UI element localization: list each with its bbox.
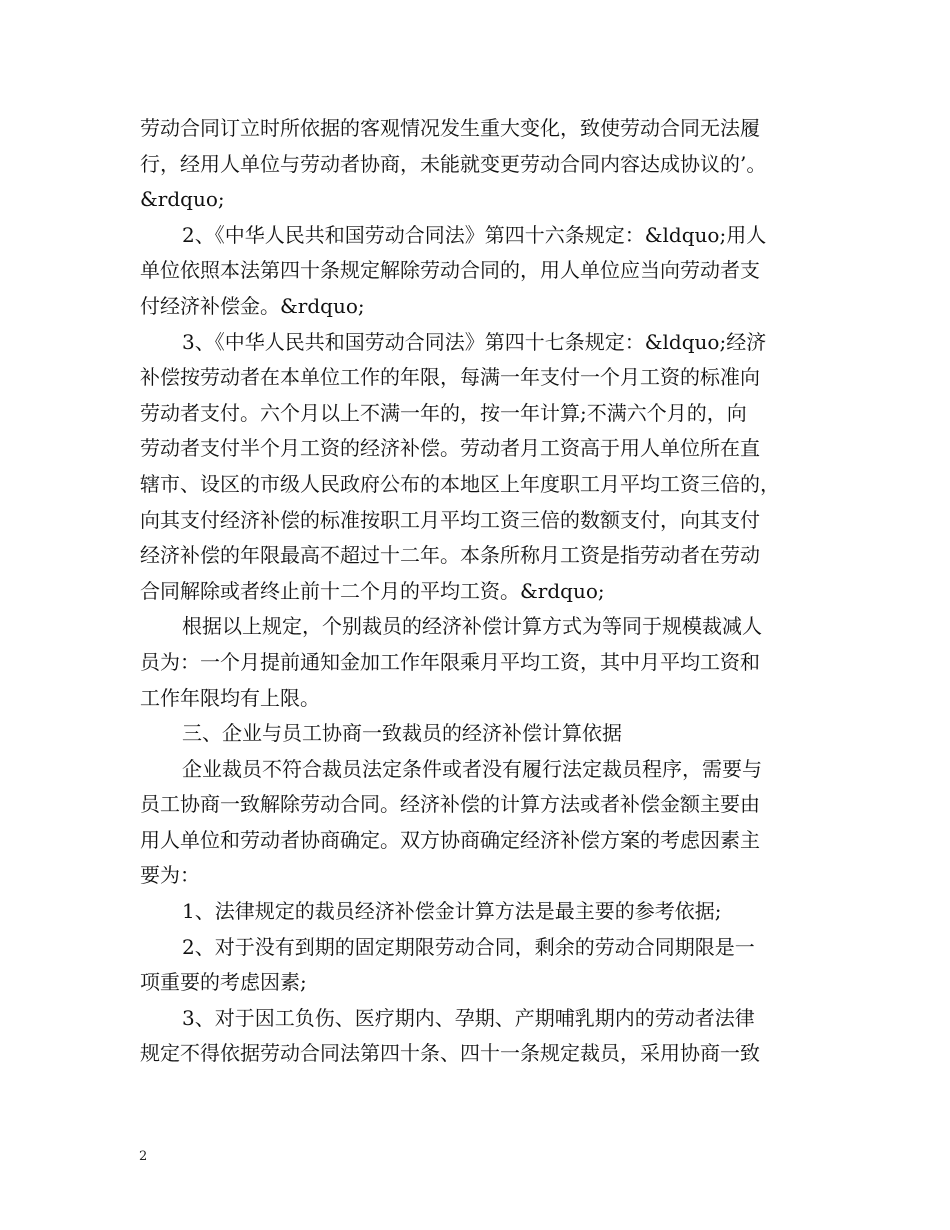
text-line: 向其支付经济补偿的标准按职工月平均工资三倍的数额支付，向其支付 — [140, 507, 760, 532]
text-line: 1、法律规定的裁员经济补偿金计算方法是最主要的参考依据; — [182, 899, 722, 924]
text-line: 企业裁员不符合裁员法定条件或者没有履行法定裁员程序，需要与 — [182, 756, 762, 781]
text-line: 根据以上规定，个别裁员的经济补偿计算方式为等同于规模裁减人 — [182, 614, 762, 639]
text-line: 劳动者支付半个月工资的经济补偿。劳动者月工资高于用人单位所在直 — [140, 436, 760, 461]
text-line: 合同解除或者终止前十二个月的平均工资。&rdquo; — [140, 578, 605, 603]
text-line: 3、对于因工负伤、医疗期内、孕期、产期哺乳期内的劳动者法律 — [182, 1005, 755, 1030]
page-number: 2 — [139, 1149, 148, 1164]
text-line: 劳动者支付。六个月以上不满一年的，按一年计算;不满六个月的，向 — [140, 400, 747, 425]
text-line: 要为： — [140, 863, 200, 888]
text-line: 辖市、设区的市级人民政府公布的本地区上年度职工月平均工资三倍的， — [140, 471, 780, 496]
section-heading: 三、企业与员工协商一致裁员的经济补偿计算依据 — [182, 721, 622, 746]
text-line: 经济补偿的年限最高不超过十二年。本条所称月工资是指劳动者在劳动 — [140, 543, 760, 568]
text-line: 员为：一个月提前通知金加工作年限乘月平均工资，其中月平均工资和 — [140, 649, 760, 674]
text-line: 补偿按劳动者在本单位工作的年限，每满一年支付一个月工资的标准向 — [140, 365, 760, 390]
text-line: 工作年限均有上限。 — [140, 685, 320, 710]
text-line: &rdquo; — [140, 187, 225, 212]
text-line: 2、《中华人民共和国劳动合同法》第四十六条规定：&ldquo;用人 — [182, 222, 767, 247]
text-line: 行，经用人单位与劳动者协商，未能就变更劳动合同内容达成协议的’。 — [140, 151, 767, 176]
text-line: 2、对于没有到期的固定期限劳动合同，剩余的劳动合同期限是一 — [182, 934, 755, 959]
text-line: 规定不得依据劳动合同法第四十条、四十一条规定裁员，采用协商一致 — [140, 1041, 760, 1066]
text-line: 用人单位和劳动者协商确定。双方协商确定经济补偿方案的考虑因素主 — [140, 827, 760, 852]
text-line: 单位依照本法第四十条规定解除劳动合同的，用人单位应当向劳动者支 — [140, 258, 760, 283]
text-line: 项重要的考虑因素; — [140, 970, 307, 995]
text-line: 劳动合同订立时所依据的客观情况发生重大变化，致使劳动合同无法履 — [140, 116, 760, 140]
text-line: 3、《中华人民共和国劳动合同法》第四十七条规定：&ldquo;经济 — [182, 329, 767, 354]
text-line: 付经济补偿金。&rdquo; — [140, 293, 365, 318]
text-line: 员工协商一致解除劳动合同。经济补偿的计算方法或者补偿金额主要由 — [140, 792, 760, 817]
body-text — [140, 111, 830, 1072]
